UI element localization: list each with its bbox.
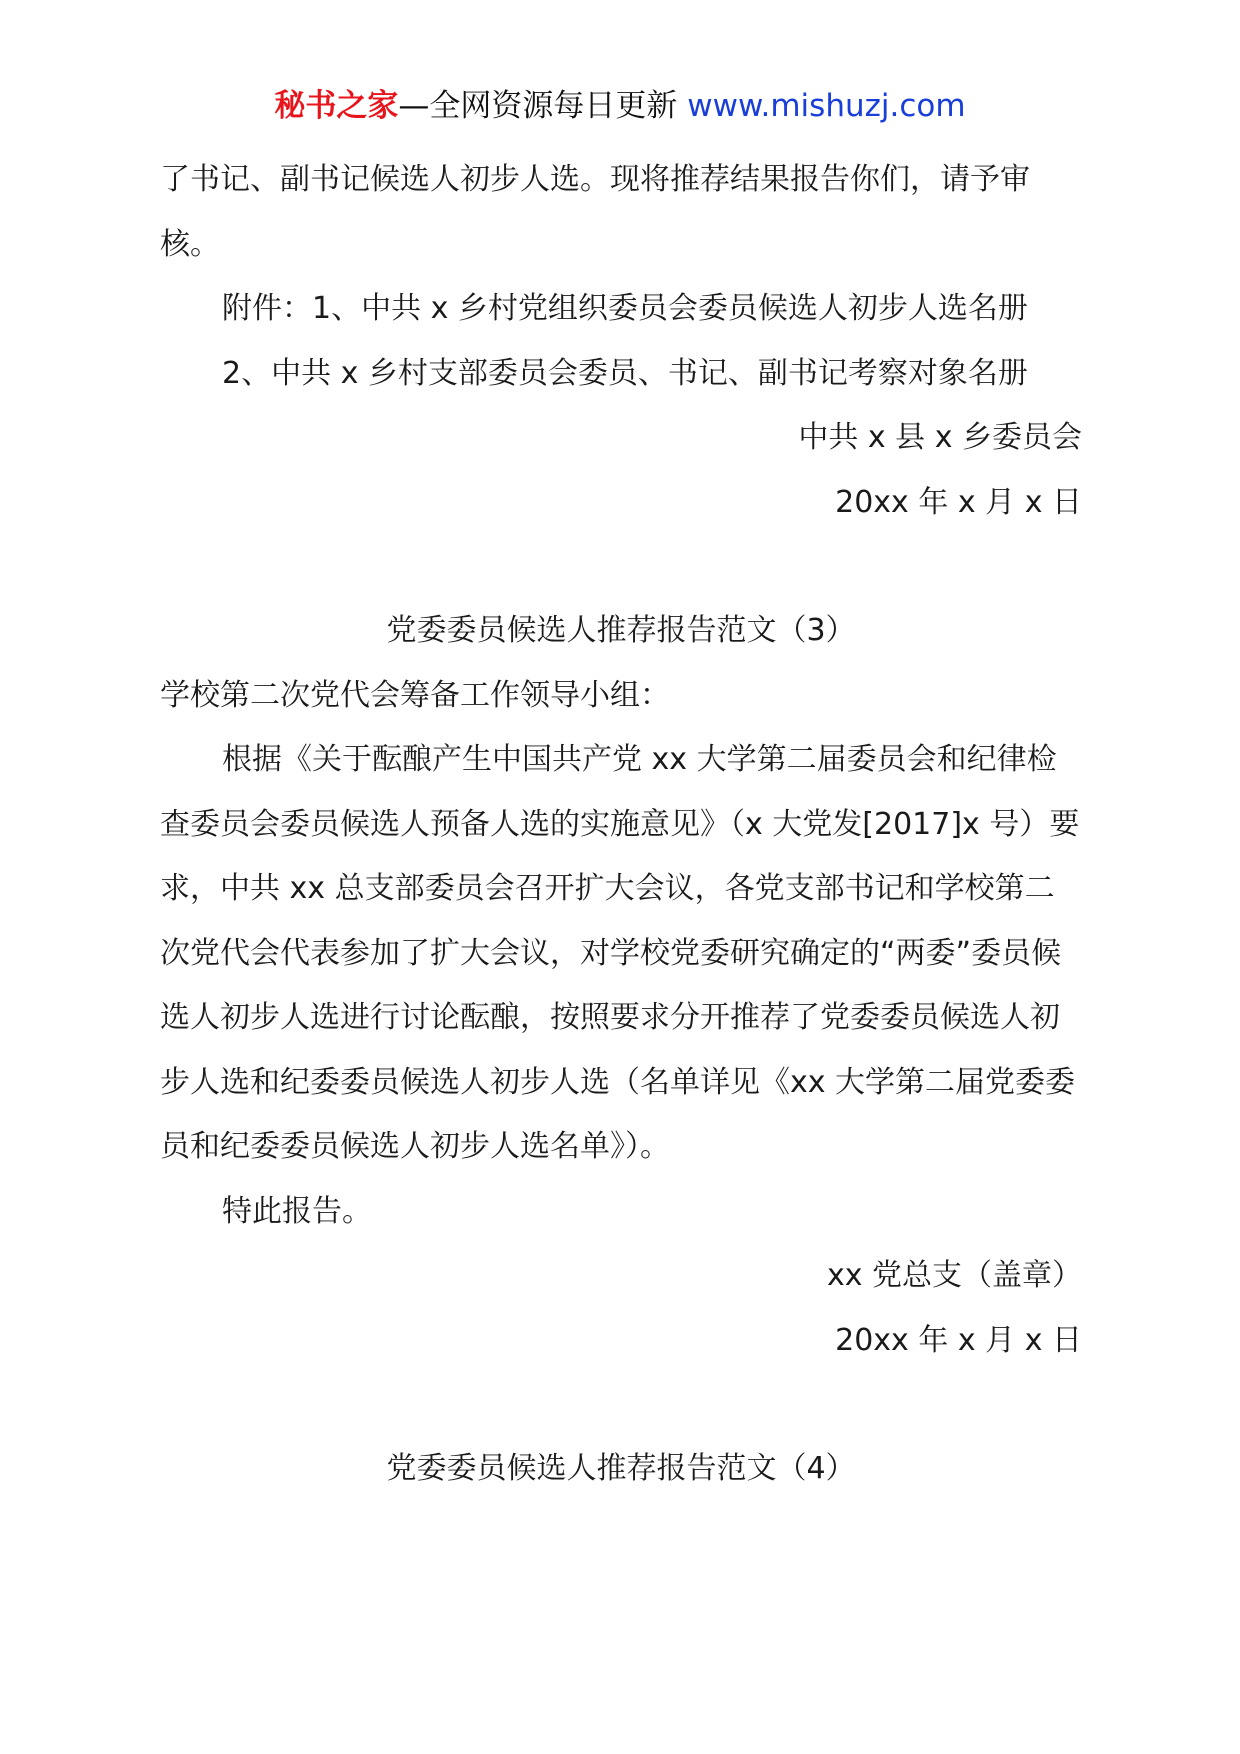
date-line: 20xx 年 x 月 x 日 bbox=[835, 484, 1082, 520]
continuation-paragraph: 了书记、副书记候选人初步人选。现将推荐结果报告你们，请予审核。 bbox=[160, 162, 1030, 262]
document-body bbox=[160, 148, 1082, 1502]
signature-branch: xx 党总支（盖章） bbox=[826, 1258, 1082, 1293]
section-spacer-2 bbox=[160, 1373, 1082, 1437]
salutation: 学校第二次党代会筹备工作领导小组： bbox=[160, 677, 670, 713]
closing-line: 特此报告。 bbox=[222, 1193, 372, 1229]
section-title-3: 党委委员候选人推荐报告范文（3） bbox=[386, 613, 856, 648]
brand-name: 秘书之家 bbox=[274, 88, 399, 124]
body-paragraph: 根据《关于酝酿产生中国共产党 xx 大学第二届委员会和纪律检查委员会委员候选人预备人选的实施意见》（x 大党发[2017]x 号）要求，中共 xx 总支部委员会召开扩大会议，各党支部书记和学校第二次党代会代表参加了扩大会议，对学校党委研究确定的“两委”委员候选人初步人选进行讨论酝酿，按照要求分开推荐了党委委员候选人初步人选和纪委委员候选人初步人选（名单详见《xx 大学第二届党委委员和纪委委员候选人初步人选名单》）。 bbox=[160, 742, 1080, 1164]
site-link[interactable]: www.mishuzj.com bbox=[687, 88, 966, 124]
attachment-1: 附件：1、中共 x 乡村党组织委员会委员候选人初步人选名册 bbox=[222, 291, 1028, 326]
page-header bbox=[0, 86, 1240, 126]
section-title-4: 党委委员候选人推荐报告范文（4） bbox=[386, 1451, 856, 1486]
date-line-2: 20xx 年 x 月 x 日 bbox=[835, 1322, 1082, 1358]
signature-committee: 中共 x 县 x 乡委员会 bbox=[798, 420, 1082, 455]
section-spacer bbox=[160, 535, 1082, 599]
header-tagline: —全网资源每日更新 bbox=[398, 88, 688, 124]
attachment-2: 2、中共 x 乡村支部委员会委员、书记、副书记考察对象名册 bbox=[222, 355, 1028, 391]
